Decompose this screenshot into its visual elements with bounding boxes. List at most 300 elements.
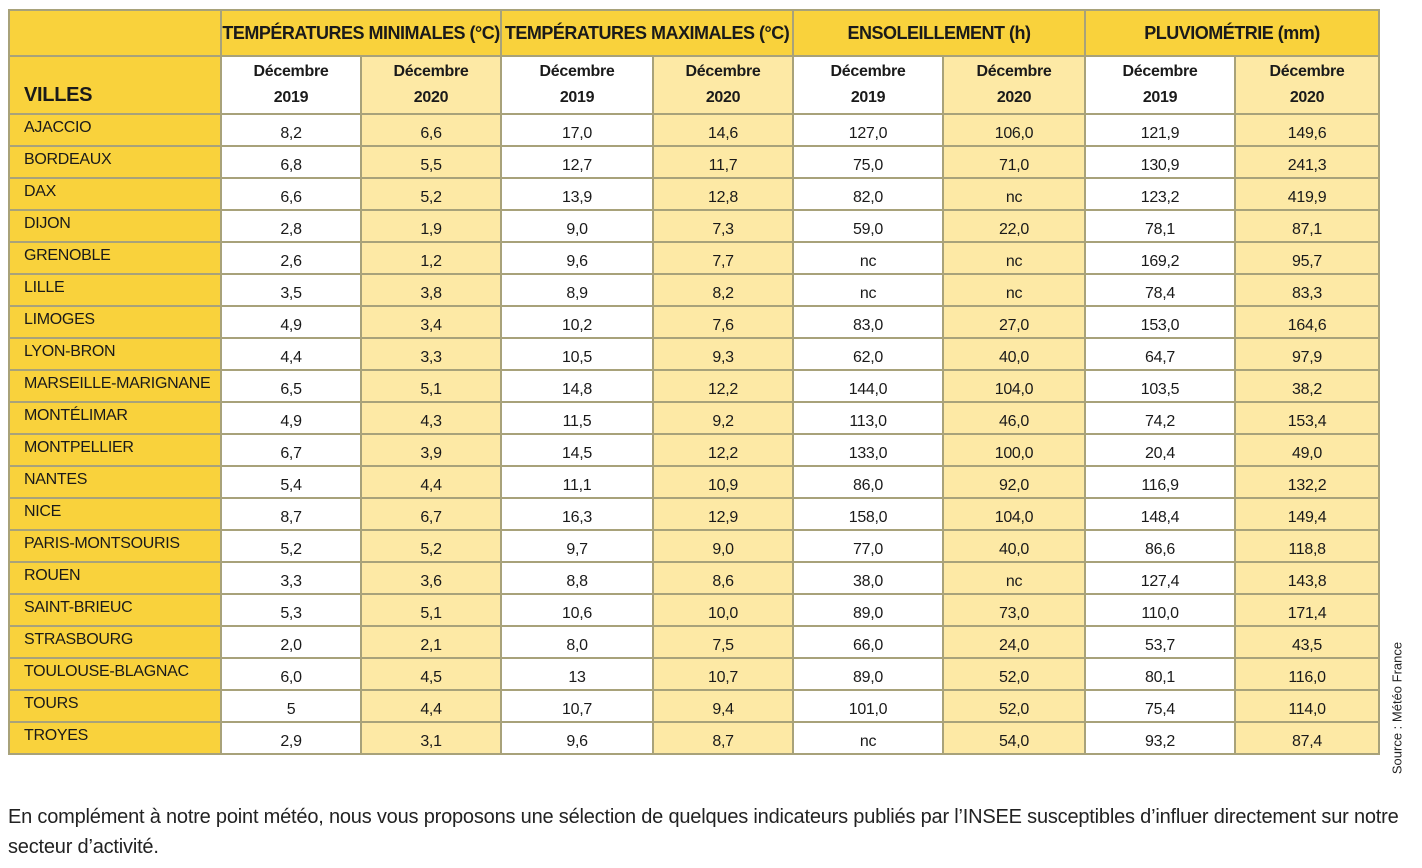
- value-text: 83,0: [853, 317, 883, 334]
- period-year: 2019: [850, 89, 886, 106]
- value-cell: [221, 274, 361, 306]
- value-cell: [1235, 562, 1379, 594]
- value-text: 78,4: [1145, 285, 1175, 302]
- table-row: [9, 594, 1379, 626]
- period-year: 2019: [559, 89, 595, 106]
- value-text: 104,0: [994, 509, 1034, 526]
- city-cell: [9, 594, 221, 626]
- value-cell: [221, 178, 361, 210]
- value-cell: [361, 210, 501, 242]
- value-text: 113,0: [849, 413, 887, 430]
- value-cell: [793, 530, 943, 562]
- city-cell: [9, 530, 221, 562]
- value-cell: [1085, 434, 1235, 466]
- value-cell: [501, 370, 653, 402]
- value-cell: [943, 498, 1085, 530]
- value-text: 106,0: [994, 125, 1034, 142]
- value-cell: [221, 690, 361, 722]
- table-row: [9, 498, 1379, 530]
- value-cell: [361, 178, 501, 210]
- value-text: 9,4: [712, 701, 734, 718]
- value-cell: [943, 722, 1085, 754]
- value-cell: [793, 338, 943, 370]
- value-text: 8,2: [280, 125, 302, 142]
- value-cell: [1085, 210, 1235, 242]
- value-text: 10,9: [708, 477, 738, 494]
- value-text: 6,6: [420, 125, 442, 142]
- value-cell: [653, 562, 793, 594]
- value-text: 16,3: [562, 509, 592, 526]
- value-cell: [793, 274, 943, 306]
- city-name: NICE: [24, 503, 62, 520]
- corner-cell: [9, 10, 221, 56]
- value-text: 11,5: [562, 413, 592, 430]
- value-cell: [221, 530, 361, 562]
- value-text: 14,5: [562, 445, 592, 462]
- period-header-max-temp-2020: [653, 56, 793, 114]
- value-cell: [221, 242, 361, 274]
- value-text: 43,5: [1292, 637, 1322, 654]
- value-cell: [1085, 690, 1235, 722]
- value-cell: [943, 530, 1085, 562]
- period-month: Décembre: [1122, 63, 1198, 80]
- table-row: [9, 690, 1379, 722]
- value-cell: [1085, 658, 1235, 690]
- value-text: 171,4: [1287, 605, 1327, 622]
- value-cell: [1235, 274, 1379, 306]
- value-text: 169,2: [1140, 253, 1180, 270]
- city-cell: [9, 562, 221, 594]
- value-text: 10,2: [562, 317, 592, 334]
- value-text: 158,0: [848, 509, 888, 526]
- value-text: 6,8: [280, 157, 302, 174]
- table-row: [9, 338, 1379, 370]
- value-cell: [501, 242, 653, 274]
- value-cell: [1235, 210, 1379, 242]
- value-text: nc: [1005, 189, 1023, 206]
- value-cell: [501, 306, 653, 338]
- value-text: 2,1: [420, 637, 442, 654]
- value-cell: [501, 594, 653, 626]
- value-cell: [361, 722, 501, 754]
- value-text: 38,0: [853, 573, 883, 590]
- value-cell: [361, 402, 501, 434]
- value-cell: [1085, 242, 1235, 274]
- value-cell: [943, 274, 1085, 306]
- city-cell: [9, 178, 221, 210]
- value-cell: [501, 114, 653, 146]
- value-text: 3,1: [420, 733, 442, 750]
- value-text: 4,5: [420, 669, 442, 686]
- city-name: NANTES: [24, 471, 88, 488]
- period-header-min-temp-2019: [221, 56, 361, 114]
- value-text: 127,4: [1140, 573, 1180, 590]
- value-cell: [361, 274, 501, 306]
- value-text: 75,4: [1145, 701, 1175, 718]
- value-text: 49,0: [1292, 445, 1322, 462]
- value-cell: [653, 146, 793, 178]
- group-header-rainfall: PLUVIOMÉTRIE (mm): [1085, 10, 1379, 56]
- value-text: 8,9: [566, 285, 588, 302]
- value-text: 133,0: [848, 445, 888, 462]
- table-row: [9, 530, 1379, 562]
- value-text: 20,4: [1145, 445, 1175, 462]
- value-cell: [361, 594, 501, 626]
- value-cell: [1235, 466, 1379, 498]
- city-cell: [9, 658, 221, 690]
- value-cell: [793, 402, 943, 434]
- value-cell: [1085, 594, 1235, 626]
- value-cell: [793, 690, 943, 722]
- value-text: 46,0: [999, 413, 1029, 430]
- value-cell: [653, 434, 793, 466]
- value-cell: [221, 626, 361, 658]
- value-cell: [793, 498, 943, 530]
- value-cell: [361, 530, 501, 562]
- city-name: ROUEN: [24, 567, 81, 584]
- value-text: 5,5: [420, 157, 442, 174]
- value-text: 59,0: [853, 221, 883, 238]
- value-cell: [361, 658, 501, 690]
- value-text: 86,6: [1145, 541, 1175, 558]
- group-header-row: [9, 10, 1379, 56]
- table-row: [9, 402, 1379, 434]
- value-text: 6,6: [280, 189, 302, 206]
- value-text: 3,4: [420, 317, 442, 334]
- city-cell: [9, 498, 221, 530]
- value-text: 9,0: [712, 541, 734, 558]
- value-cell: [793, 594, 943, 626]
- value-cell: [653, 306, 793, 338]
- value-text: 149,4: [1287, 509, 1327, 526]
- value-cell: [653, 370, 793, 402]
- value-text: 104,0: [994, 381, 1034, 398]
- city-cell: [9, 434, 221, 466]
- value-text: 66,0: [853, 637, 883, 654]
- value-text: 14,8: [562, 381, 592, 398]
- value-text: 4,4: [420, 701, 442, 718]
- period-header-rainfall-2020: [1235, 56, 1379, 114]
- table-row: [9, 434, 1379, 466]
- value-cell: [1235, 306, 1379, 338]
- value-cell: [221, 338, 361, 370]
- value-cell: [221, 434, 361, 466]
- group-header-max-temp: TEMPÉRATURES MAXIMALES (°C): [501, 10, 793, 56]
- value-text: 12,2: [708, 445, 738, 462]
- value-text: 2,8: [280, 221, 302, 238]
- value-text: 38,2: [1292, 381, 1322, 398]
- value-text: 3,3: [420, 349, 442, 366]
- value-cell: [1085, 114, 1235, 146]
- value-text: 13: [568, 669, 586, 686]
- value-text: 11,1: [562, 477, 592, 494]
- city-cell: [9, 690, 221, 722]
- value-text: 40,0: [999, 349, 1029, 366]
- value-text: 164,6: [1287, 317, 1327, 334]
- city-name: STRASBOURG: [24, 631, 134, 648]
- value-cell: [943, 114, 1085, 146]
- value-text: 3,8: [420, 285, 442, 302]
- city-name: LILLE: [24, 279, 65, 296]
- period-year: 2020: [705, 89, 741, 106]
- value-text: 89,0: [853, 669, 883, 686]
- value-cell: [1235, 722, 1379, 754]
- period-month: Décembre: [253, 63, 329, 80]
- value-cell: [1085, 626, 1235, 658]
- value-cell: [943, 306, 1085, 338]
- value-text: 3,6: [420, 573, 442, 590]
- value-text: 6,0: [280, 669, 302, 686]
- value-text: 3,5: [280, 285, 302, 302]
- city-cell: [9, 626, 221, 658]
- value-text: 22,0: [999, 221, 1029, 238]
- value-cell: [221, 210, 361, 242]
- value-cell: [943, 146, 1085, 178]
- source-text: Source : Météo France: [1389, 641, 1405, 774]
- value-cell: [793, 178, 943, 210]
- value-cell: [501, 530, 653, 562]
- value-text: 2,0: [280, 637, 302, 654]
- table-row: [9, 562, 1379, 594]
- value-cell: [1235, 370, 1379, 402]
- value-text: 71,0: [999, 157, 1029, 174]
- value-text: 78,1: [1145, 221, 1175, 238]
- city-name: BORDEAUX: [24, 151, 112, 168]
- value-text: 87,1: [1292, 221, 1322, 238]
- value-cell: [1235, 402, 1379, 434]
- value-cell: [361, 498, 501, 530]
- value-cell: [221, 498, 361, 530]
- value-cell: [221, 306, 361, 338]
- table-row: [9, 114, 1379, 146]
- value-cell: [361, 466, 501, 498]
- value-text: 5,2: [280, 541, 302, 558]
- period-month: Décembre: [393, 63, 469, 80]
- value-text: 118,8: [1288, 541, 1326, 558]
- value-text: 92,0: [999, 477, 1029, 494]
- villes-header: VILLES: [9, 56, 221, 114]
- value-text: 123,2: [1140, 189, 1180, 206]
- value-cell: [943, 178, 1085, 210]
- value-cell: [943, 594, 1085, 626]
- value-cell: [361, 242, 501, 274]
- value-text: 17,0: [562, 125, 592, 142]
- value-cell: [1085, 178, 1235, 210]
- city-cell: [9, 210, 221, 242]
- value-text: 12,7: [562, 157, 592, 174]
- value-text: 89,0: [853, 605, 883, 622]
- value-text: 80,1: [1145, 669, 1175, 686]
- value-cell: [221, 114, 361, 146]
- value-cell: [361, 690, 501, 722]
- period-year: 2019: [1142, 89, 1178, 106]
- value-cell: [793, 658, 943, 690]
- value-text: 73,0: [999, 605, 1029, 622]
- city-name: GRENOBLE: [24, 247, 111, 264]
- city-name: MONTÉLIMAR: [24, 407, 128, 424]
- value-cell: [361, 370, 501, 402]
- value-cell: [501, 722, 653, 754]
- weather-table: [8, 9, 1380, 755]
- table-row: [9, 370, 1379, 402]
- value-cell: [793, 626, 943, 658]
- value-cell: [1085, 370, 1235, 402]
- value-cell: [793, 434, 943, 466]
- value-text: 12,2: [708, 381, 738, 398]
- table-row: [9, 274, 1379, 306]
- value-text: 9,6: [566, 253, 588, 270]
- value-text: 8,0: [566, 637, 588, 654]
- value-cell: [653, 626, 793, 658]
- value-text: 148,4: [1140, 509, 1180, 526]
- value-cell: [653, 658, 793, 690]
- value-cell: [1085, 498, 1235, 530]
- value-text: 4,9: [280, 413, 302, 430]
- value-cell: [943, 690, 1085, 722]
- value-text: 1,9: [420, 221, 442, 238]
- city-name: AJACCIO: [24, 119, 92, 136]
- value-text: 3,9: [420, 445, 442, 462]
- table-row: [9, 178, 1379, 210]
- value-cell: [1235, 626, 1379, 658]
- value-text: 241,3: [1287, 157, 1327, 174]
- table-row: [9, 658, 1379, 690]
- value-text: 5,3: [280, 605, 302, 622]
- value-cell: [943, 562, 1085, 594]
- value-text: 8,2: [712, 285, 734, 302]
- value-cell: [221, 146, 361, 178]
- value-text: 5,2: [420, 189, 442, 206]
- group-header-sunshine: ENSOLEILLEMENT (h): [793, 10, 1085, 56]
- value-text: 86,0: [853, 477, 883, 494]
- value-text: 121,9: [1140, 125, 1180, 142]
- value-cell: [1235, 690, 1379, 722]
- table-row: [9, 146, 1379, 178]
- value-text: 9,2: [712, 413, 734, 430]
- value-cell: [653, 402, 793, 434]
- period-month: Décembre: [539, 63, 615, 80]
- value-text: 87,4: [1292, 733, 1322, 750]
- value-text: 8,7: [712, 733, 734, 750]
- city-cell: [9, 338, 221, 370]
- value-cell: [653, 466, 793, 498]
- value-text: 52,0: [999, 669, 1029, 686]
- value-cell: [221, 370, 361, 402]
- period-year: 2020: [996, 89, 1032, 106]
- value-cell: [1085, 146, 1235, 178]
- value-cell: [501, 338, 653, 370]
- value-cell: [221, 594, 361, 626]
- value-cell: [501, 210, 653, 242]
- value-text: 5,1: [420, 605, 442, 622]
- value-cell: [1085, 562, 1235, 594]
- value-text: nc: [859, 285, 877, 302]
- value-text: 64,7: [1145, 349, 1175, 366]
- value-text: 100,0: [994, 445, 1034, 462]
- value-cell: [361, 562, 501, 594]
- table-row: [9, 626, 1379, 658]
- value-text: 4,9: [280, 317, 302, 334]
- value-cell: [793, 114, 943, 146]
- weather-table-container: [8, 9, 1380, 755]
- value-cell: [221, 658, 361, 690]
- value-cell: [1235, 498, 1379, 530]
- value-cell: [361, 306, 501, 338]
- value-text: 116,0: [1288, 669, 1326, 686]
- value-cell: [653, 274, 793, 306]
- value-text: 8,6: [712, 573, 734, 590]
- value-text: 82,0: [853, 189, 883, 206]
- value-cell: [501, 178, 653, 210]
- period-month: Décembre: [685, 63, 761, 80]
- city-cell: [9, 306, 221, 338]
- value-text: 11,7: [708, 157, 738, 174]
- period-header-max-temp-2019: [501, 56, 653, 114]
- value-cell: [1235, 594, 1379, 626]
- value-cell: [1235, 242, 1379, 274]
- value-cell: [943, 658, 1085, 690]
- value-text: 54,0: [999, 733, 1029, 750]
- value-cell: [653, 114, 793, 146]
- value-text: 419,9: [1287, 189, 1327, 206]
- value-cell: [1085, 306, 1235, 338]
- value-text: 103,5: [1140, 381, 1180, 398]
- city-cell: [9, 402, 221, 434]
- value-cell: [943, 242, 1085, 274]
- value-cell: [501, 274, 653, 306]
- period-year: 2020: [413, 89, 449, 106]
- value-text: 9,7: [566, 541, 588, 558]
- city-name: PARIS-MONTSOURIS: [24, 535, 180, 552]
- value-text: 5,2: [420, 541, 442, 558]
- value-text: 74,2: [1145, 413, 1175, 430]
- value-cell: [793, 370, 943, 402]
- value-text: 127,0: [848, 125, 888, 142]
- value-text: 7,3: [712, 221, 734, 238]
- value-cell: [653, 498, 793, 530]
- value-cell: [793, 562, 943, 594]
- value-text: 7,5: [712, 637, 734, 654]
- value-text: 10,7: [708, 669, 738, 686]
- value-text: 1,2: [420, 253, 442, 270]
- value-cell: [653, 210, 793, 242]
- value-text: 5,4: [280, 477, 302, 494]
- value-cell: [653, 690, 793, 722]
- value-cell: [1085, 274, 1235, 306]
- value-cell: [1085, 338, 1235, 370]
- period-header-row: [9, 56, 1379, 114]
- value-text: 93,2: [1145, 733, 1175, 750]
- value-cell: [501, 562, 653, 594]
- value-text: 83,3: [1292, 285, 1322, 302]
- city-cell: [9, 274, 221, 306]
- city-cell: [9, 242, 221, 274]
- value-cell: [501, 690, 653, 722]
- group-header-min-temp: TEMPÉRATURES MINIMALES (°C): [221, 10, 501, 56]
- value-text: 132,2: [1287, 477, 1327, 494]
- value-text: 3,3: [280, 573, 302, 590]
- value-text: 52,0: [999, 701, 1029, 718]
- value-text: 4,4: [420, 477, 442, 494]
- value-cell: [793, 722, 943, 754]
- value-text: 10,7: [562, 701, 592, 718]
- table-row: [9, 242, 1379, 274]
- value-text: 12,8: [708, 189, 738, 206]
- city-name: TROYES: [24, 727, 88, 744]
- value-cell: [943, 338, 1085, 370]
- period-year: 2020: [1289, 89, 1325, 106]
- table-row: [9, 306, 1379, 338]
